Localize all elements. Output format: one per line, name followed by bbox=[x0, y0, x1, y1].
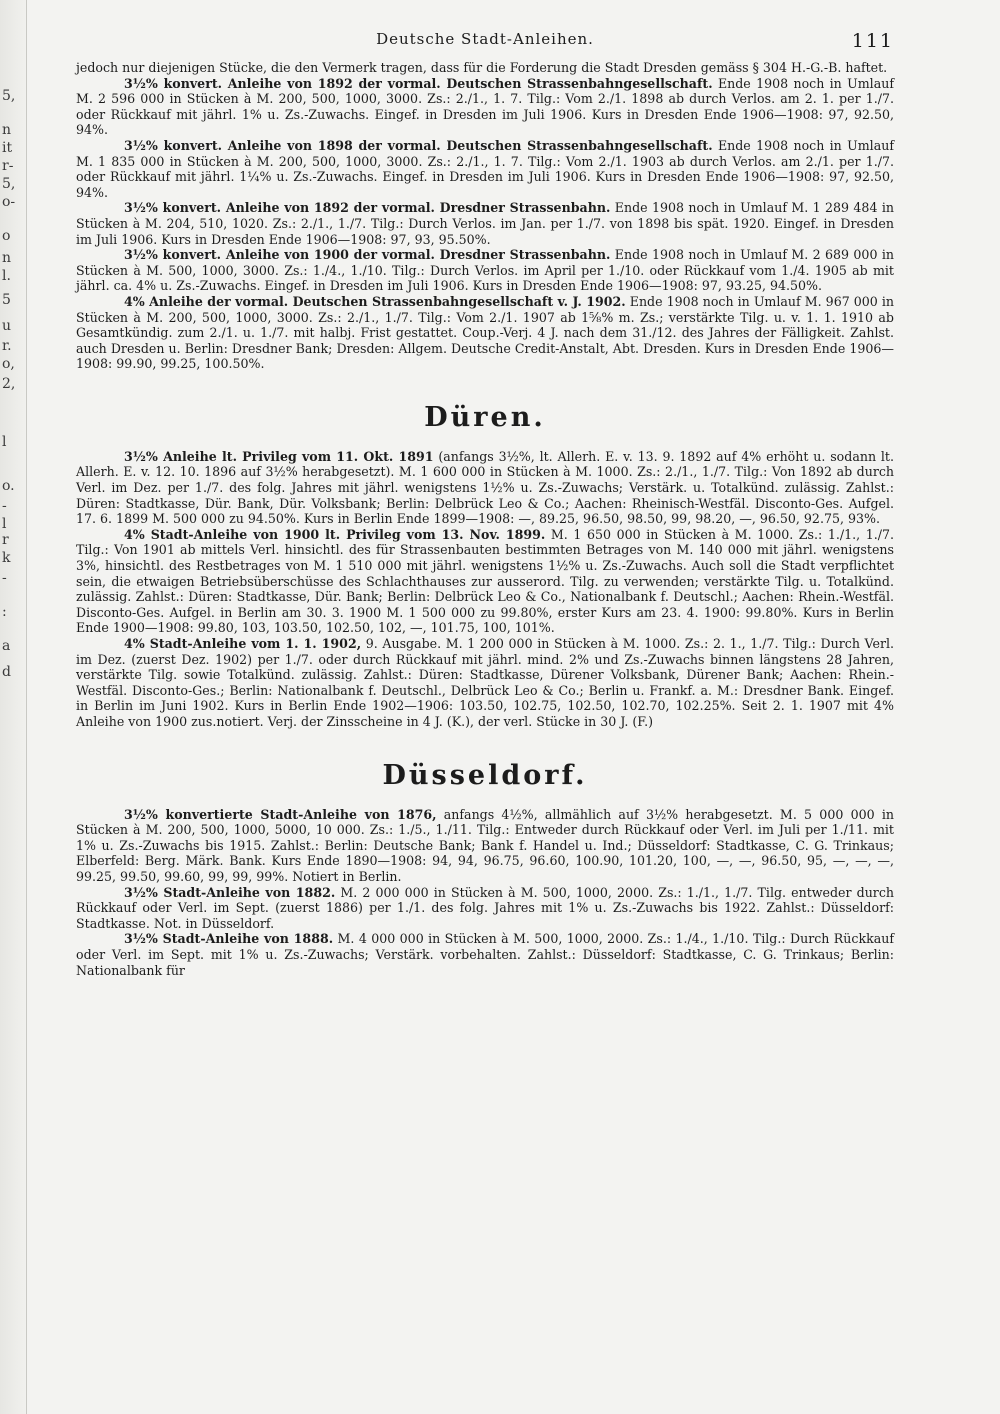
loan-title: 3½% konvert. Anleihe von 1898 der vormal. Deutschen Strassenbahngesellschaft. bbox=[124, 137, 713, 153]
loan-entry bbox=[76, 200, 894, 247]
loan-text: Ende 1908 noch in Umlauf M. 1 289 484 in Stücken à M. 204, 510, 1020. Zs.: 2./1., 1./7. Tilg.: Durch Verlos. im Jan. per 1./7. von 1898 bis spät. 1920. Eingef. in Dresden im Juli 1906. Kurs in Dresden Ende 1906—1908: 97, 93, 95.50%. bbox=[76, 200, 894, 247]
loan-entry bbox=[76, 294, 894, 372]
loan-text: (anfangs 3½%, lt. Allerh. E. v. 13. 9. 1892 auf 4% erhöht u. sodann lt. Allerh. E. v. 12. 10. 1896 auf 3½% herabgesetzt). M. 1 600 000 in Stücken à M. 1000. Zs.: 2./1., 1./7. Tilg.: Von 1892 ab durch Verl. im Dez. per 1./7. des folg. Jahres mit jährl. wenigstens 1½% u. Zs.-Zuwachs; Verstärk. u. Totalkünd. zulässig. Zahlst.: Düren: Stadtkasse, Dür. Bank, Dür. Volksbank; Berlin: Delbrück Leo & Co.; Aachen: Rheinisch-Westfäl. Disconto-Ges. Aufgel. 17. 6. 1899 M. 500 000 zu 94.50%. Kurs in Berlin Ende 1899—1908: —, 89.25, 96.50, 98.50, 99, 98.20, —, 96.50, 92.75, 93%. bbox=[76, 448, 894, 527]
gutter-mark: n bbox=[2, 122, 12, 138]
gutter-mark: l bbox=[2, 434, 7, 450]
loan-text: Ende 1908 noch in Umlauf M. 2 689 000 in Stücken à M. 500, 1000, 3000. Zs.: 1./4., 1./10. Tilg.: Durch Verlos. im April per 1./10. oder Rückkauf vom 1./4. 1905 ab mit jährl. ca. 4% u. Zs.-Zuwachs. Eingef. in Dresden im Juli 1906. Kurs in Dresden Ende 1906—1908: 97, 93.25, 94.50%. bbox=[76, 247, 894, 294]
gutter-mark: l. bbox=[2, 268, 11, 284]
dresden-intro-paragraph: jedoch nur diejenigen Stücke, die den Vermerk tragen, dass für die Forderung die Stadt Dresden gemäss § 304 H.-G.-B. haftet. bbox=[76, 60, 888, 75]
gutter-mark: - bbox=[2, 498, 7, 514]
city-heading-duesseldorf: Düsseldorf. bbox=[382, 759, 588, 791]
gutter-mark: k bbox=[2, 550, 11, 566]
loan-entry bbox=[76, 931, 894, 978]
gutter-mark: : bbox=[2, 604, 7, 620]
gutter-mark: it bbox=[2, 140, 13, 156]
gutter-mark: o- bbox=[2, 194, 16, 210]
gutter-mark: 2, bbox=[2, 376, 16, 392]
gutter-mark: r- bbox=[2, 158, 14, 174]
loan-title: 3½% Stadt-Anleihe von 1888. bbox=[124, 931, 334, 947]
gutter-mark: o, bbox=[2, 356, 15, 372]
loan-text: M. 1 650 000 in Stücken à M. 1000. Zs.: 1./1., 1./7. Tilg.: Von 1901 ab mittels Verl. hinsichtl. des für Strassenbauten bestimmten Betrages von M. 140 000 mit jährl. wenigstens 3%, hinsichtl. des Restbetrages von M. 1 510 000 mit jährl. wenigstens 1½% u. Zs.-Zuwachs. Auch soll die Stadt verpflichtet sein, die etwaigen Betriebsüberschüsse des Schlachthauses zur ausserord. Tilg. zu verwenden; verstärkte Tilg. u. Totalkünd. zulässig. Zahlst.: Düren: Stadtkasse, Dür. Bank; Berlin: Delbrück Leo & Co., Nationalbank f. Deutschl.; Aachen: Rhein.-Westfäl. Disconto-Ges. Aufgel. in Berlin am 30. 3. 1900 M. 1 500 000 zu 99.80%, erster Kurs am 23. 4. 1900: 99.80%. Kurs in Berlin Ende 1900—1908: 99.80, 103, 103.50, 102.50, 102, —, 101.75, 100, 101%. bbox=[76, 526, 894, 636]
left-page-margin-strip bbox=[0, 0, 27, 1414]
loan-title: 4% Anleihe der vormal. Deutschen Strassenbahngesellschaft v. J. 1902. bbox=[124, 293, 626, 309]
document-page bbox=[76, 30, 894, 978]
gutter-mark: u bbox=[2, 318, 12, 334]
loan-entry bbox=[76, 636, 894, 730]
loan-entry bbox=[76, 138, 894, 200]
city-heading-dueren: Düren. bbox=[424, 401, 546, 433]
loan-entry bbox=[76, 527, 894, 636]
gutter-mark: r. bbox=[2, 338, 12, 354]
loan-entry bbox=[76, 807, 894, 885]
loan-title: 3½% konvert. Anleihe von 1892 der vormal. Deutschen Strassenbahngesellschaft. bbox=[124, 75, 713, 91]
loan-text: Ende 1908 noch in Umlauf M. 2 596 000 in Stücken à M. 200, 500, 1000, 3000. Zs.: 2./1., 1. 7. Tilg.: Vom 2./1. 1898 ab durch Verlos. am 2. 1. per 1./7. oder Rückkauf mit jährl. 1% u. Zs.-Zuwachs. Eingef. in Dresden im Juli 1906. Kurs in Dresden Ende 1906—1908: 97, 92.50, 94%. bbox=[76, 75, 894, 138]
loan-title: 4% Stadt-Anleihe vom 1. 1. 1902, bbox=[124, 636, 362, 651]
page-number: 111 bbox=[851, 30, 894, 52]
gutter-mark: 5, bbox=[2, 88, 16, 104]
loan-entry bbox=[76, 885, 894, 932]
gutter-mark: - bbox=[2, 570, 7, 586]
loan-entry bbox=[76, 449, 894, 527]
gutter-mark: o bbox=[2, 228, 11, 244]
gutter-mark: l bbox=[2, 516, 7, 532]
loan-text: M. 2 000 000 in Stücken à M. 500, 1000, 2000. Zs.: 1./1., 1./7. Tilg. entweder durch Rückkauf oder Verl. im Sept. (zuerst 1886) per 1./1. des folg. Jahres mit 1% u. Zs.-Zuwachs bis 1922. Zahlst.: Düsseldorf: Stadtkasse. Not. in Düsseldorf. bbox=[76, 884, 894, 931]
gutter-mark: 5, bbox=[2, 176, 16, 192]
gutter-mark: r bbox=[2, 532, 9, 548]
loan-title: 3½% Anleihe lt. Privileg vom 11. Okt. 1891 bbox=[124, 448, 434, 464]
loan-entry bbox=[76, 247, 894, 294]
loan-entry bbox=[76, 76, 894, 138]
loan-text: 9. Ausgabe. M. 1 200 000 in Stücken à M. 1000. Zs.: 2. 1., 1./7. Tilg.: Durch Verl. im Dez. (zuerst Dez. 1902) per 1./7. oder durch Rückkauf mit jährl. mind. 2% und Zs.-Zuwachs binnen längstens 28 Jahren, verstärkte Tilg. sowie Totalkünd. zulässig. Zahlst.: Düren: Stadtkasse, Dürener Volksbank, Dürener Bank; Aachen: Rhein.-Westfäl. Disconto-Ges.; Berlin: Nationalbank f. Deutschl., Delbrück Leo & Co.; Berlin u. Frankf. a. M.: Dresdner Bank. Eingef. in Berlin im Juni 1902. Kurs in Berlin Ende 1902—1906: 103.50, 102.75, 102.50, 102.70, 102.25%. Seit 2. 1. 1907 mit 4% Anleihe von 1900 zus.notiert. Verj. der Zinsscheine in 4 J. (K.), der verl. Stücke in 30 J. (F.) bbox=[76, 636, 894, 729]
loan-title: 3½% Stadt-Anleihe von 1882. bbox=[124, 884, 336, 900]
running-title: Deutsche Stadt-Anleihen. bbox=[376, 30, 594, 48]
gutter-mark: 5 bbox=[2, 292, 11, 308]
loan-text: Ende 1908 noch in Umlauf M. 967 000 in Stücken à M. 200, 500, 1000, 3000. Zs.: 2./1., 1./7. Tilg.: Vom 2./1. 1907 ab 1⅝% m. Zs.; verstärkte Tilg. u. v. 1. 1. 1910 ab Gesamtkündig. zum 2./1. u. 1./7. mit halbj. Frist gestattet. Coup.-Verj. 4 J. nach dem 31./12. des Jahres der Fälligkeit. Zahlst. auch Dresden u. Berlin: Dresdner Bank; Dresden: Allgem. Deutsche Credit-Anstalt, Abt. Dresden. Kurs in Dresden Ende 1906—1908: 99.90, 99.25, 100.50%. bbox=[76, 293, 894, 372]
loan-title: 3½% konvert. Anleihe von 1900 der vormal. Dresdner Strassenbahn. bbox=[124, 247, 611, 263]
gutter-mark: d bbox=[2, 664, 11, 680]
gutter-mark: n bbox=[2, 250, 12, 266]
loan-title: 3½% konvertierte Stadt-Anleihe von 1876, bbox=[124, 806, 437, 822]
loan-text: M. 4 000 000 in Stücken à M. 500, 1000, 2000. Zs.: 1./4., 1./10. Tilg.: Durch Rückkauf oder Verl. im Sept. mit 1% u. Zs.-Zuwachs; Verstärk. vorbehalten. Zahlst.: Düsseldorf: Stadtkasse, C. G. Trinkaus; Berlin: Nationalbank für bbox=[76, 931, 894, 978]
running-head bbox=[76, 30, 894, 60]
loan-title: 4% Stadt-Anleihe von 1900 lt. Privileg vom 13. Nov. 1899. bbox=[124, 526, 546, 542]
loan-title: 3½% konvert. Anleihe von 1892 der vormal. Dresdner Strassenbahn. bbox=[124, 200, 611, 216]
gutter-mark: a bbox=[2, 638, 11, 654]
loan-text: anfangs 4½%, allmählich auf 3½% herabgesetzt. M. 5 000 000 in Stücken à M. 200, 500, 1000, 5000, 10 000. Zs.: 1./5., 1./11. Tilg.: Entweder durch Rückkauf oder Verl. im Juli per 1./11. mit 1% u. Zs.-Zuwachs bis 1915. Zahlst.: Berlin: Deutsche Bank; Bank f. Handel u. Ind.; Düsseldorf: Stadtkasse, C. G. Trinkaus; Elberfeld: Berg. Märk. Bank. Kurs Ende 1890—1908: 94, 94, 96.75, 96.60, 100.90, 101.20, 100, —, —, 96.50, 95, —, —, —, 99.25, 99.50, 99.60, 99, 99, 99%. Notiert in Berlin. bbox=[76, 806, 894, 884]
loan-text: Ende 1908 noch in Umlauf M. 1 835 000 in Stücken à M. 200, 500, 1000, 3000. Zs.: 2./1., 1. 7. Tilg.: Vom 2./1. 1903 ab durch Verlos. am 2./1. per 1./7. oder Rückkauf mit jährl. 1¼% u. Zs.-Zuwachs. Eingef. in Dresden im Juli 1906. Kurs in Dresden Ende 1906—1908: 97, 92.50, 94%. bbox=[76, 137, 894, 200]
gutter-mark: o. bbox=[2, 478, 15, 494]
